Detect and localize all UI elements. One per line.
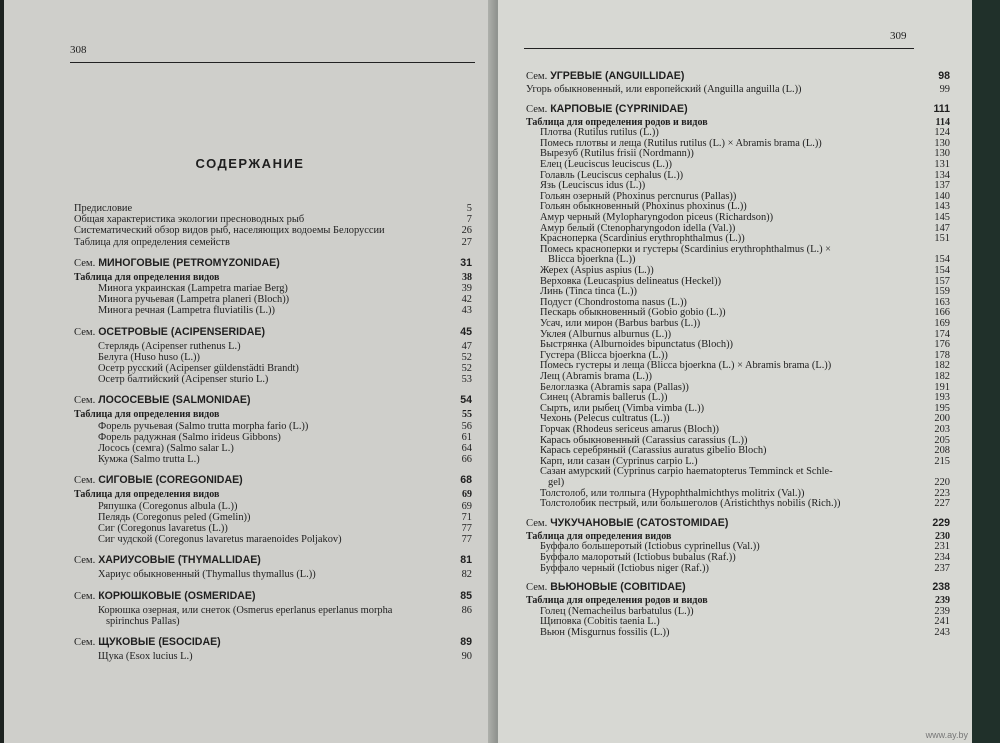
- page-ref: 147: [934, 222, 950, 234]
- page-ref: 52: [461, 363, 472, 374]
- page-ref: 154: [934, 254, 950, 266]
- entry-title: Голец (Nemacheilus barbatulus (L.)): [540, 605, 694, 617]
- toc-entry: [98, 374, 472, 386]
- entry-title: Буффало черный (Ictiobus niger (Raf.)): [540, 562, 709, 574]
- page-ref: 77: [461, 523, 472, 534]
- page-ref: 159: [934, 286, 950, 298]
- page-ref: 68: [460, 474, 472, 487]
- family-name: ОСЕТРОВЫЕ (ACIPENSERIDAE): [95, 325, 265, 338]
- family-heading: [74, 474, 472, 486]
- page-ref: 223: [934, 487, 950, 499]
- page-ref: 238: [932, 581, 950, 594]
- page-ref: 169: [934, 318, 950, 329]
- entry-title: [74, 257, 280, 270]
- family-prefix: Сем.: [74, 637, 96, 648]
- page-ref: 200: [934, 413, 950, 425]
- entry-title: Карась серебряный (Carassius auratus gibelio Bloch): [540, 445, 767, 457]
- entry-title: Таблица для определения видов: [74, 271, 220, 283]
- entry-title: Синец (Abramis ballerus (L.)): [540, 392, 668, 404]
- entry-title: Помесь плотвы и леща (Rutilus rutilus (L.) × Abramis brama (L.)): [540, 137, 822, 149]
- page-ref: 208: [934, 445, 950, 457]
- entry-title: Верховка (Leucaspius delineatus (Heckel)): [540, 275, 722, 287]
- entry-title: Пелядь (Coregonus peled (Gmelin)): [98, 511, 251, 523]
- entry-title: Blicca bjoerkna (L.)): [548, 254, 636, 266]
- entry-title: [526, 70, 684, 83]
- entry-title: Жерех (Aspius aspius (L.)): [540, 265, 654, 276]
- toc-entry: [98, 512, 472, 524]
- toc-entry: [98, 432, 472, 444]
- page-ref: 193: [934, 392, 950, 404]
- family-heading: [526, 70, 950, 82]
- page-ref: 38: [462, 271, 472, 283]
- page-ref: 174: [934, 328, 950, 340]
- page-ref: 7: [466, 214, 472, 226]
- entry-title: Плотва (Rutilus rutilus (L.)): [540, 127, 659, 139]
- entry-title: Густера (Blicca bjoerkna (L.)): [540, 349, 668, 361]
- book-edge: [972, 0, 1000, 743]
- family-heading: [526, 517, 950, 529]
- family-heading: [74, 636, 472, 648]
- page-ref: 47: [461, 340, 472, 352]
- entry-title: Форель радужная (Salmo irideus Gibbons): [98, 431, 281, 443]
- page-ref: 176: [934, 339, 950, 351]
- page-ref: 239: [935, 595, 950, 607]
- toc-entry: [74, 214, 472, 226]
- entry-title: Минога украинская (Lampetra mariae Berg): [98, 283, 288, 294]
- page-ref: 229: [932, 516, 950, 529]
- page-ref: 26: [461, 225, 472, 237]
- page-ref: 134: [934, 169, 950, 181]
- key-table-entry: [74, 272, 472, 284]
- page-ref: 137: [934, 180, 950, 192]
- family-name: КОРЮШКОВЫЕ (OSMERIDAE): [95, 589, 256, 602]
- family-prefix: Сем.: [526, 71, 548, 82]
- family-prefix: Сем.: [74, 555, 96, 567]
- entry-title: spirinchus Pallas): [106, 615, 180, 627]
- entry-title: Вырезуб (Rutilus frisii (Nordmann)): [540, 148, 694, 160]
- page-ref: 237: [934, 562, 950, 574]
- page-ref: 55: [462, 409, 472, 421]
- entry-title: [526, 581, 686, 594]
- entry-title: Таблица для определения видов: [74, 489, 220, 501]
- page-ref: 154: [934, 265, 950, 276]
- family-heading: [74, 326, 472, 338]
- page-ref: 98: [938, 70, 950, 82]
- entry-title: Кумжа (Salmo trutta L.): [98, 454, 200, 466]
- entry-title: Сиг (Coregonus lavaretus (L.)): [98, 523, 228, 534]
- entry-title: [74, 326, 265, 339]
- entry-title: [74, 554, 261, 567]
- page-ref: 231: [934, 541, 950, 553]
- toc-entry: [540, 627, 950, 639]
- page-ref: 64: [461, 443, 472, 454]
- toc-entry: [98, 569, 472, 581]
- page-number: 309: [890, 30, 907, 42]
- page-ref: 220: [934, 477, 950, 488]
- entry-title: Пескарь обыкновенный (Gobio gobio (L.)): [540, 307, 726, 319]
- entry-title: Толстолобик пестрый, или большеголов (Aristichthys nobilis (Rich.)): [540, 498, 841, 510]
- page-ref: 145: [934, 212, 950, 223]
- family-prefix: Сем.: [74, 257, 96, 269]
- entry-title: Корюшка озерная, или снеток (Osmerus eperlanus eperlanus morpha: [98, 604, 393, 616]
- page-ref: 157: [934, 275, 950, 287]
- page-ref: 89: [460, 636, 472, 648]
- page-ref: 69: [462, 489, 472, 501]
- page-ref: 90: [461, 651, 472, 662]
- toc-entry: [74, 225, 472, 237]
- page-ref: 130: [934, 148, 950, 160]
- entry-title: Вьюн (Misgurnus fossilis (L.)): [540, 627, 670, 638]
- entry-title: Гольян обыкновенный (Phoxinus phoxinus (L.)): [540, 201, 747, 213]
- family-name: УГРЕВЫЕ (ANGUILLIDAE): [547, 70, 685, 82]
- entry-title: [74, 590, 256, 603]
- page-ref: 45: [460, 325, 472, 338]
- entry-title: Лосось (семга) (Salmo salar L.): [98, 443, 234, 454]
- family-heading: [74, 590, 472, 602]
- family-heading: [526, 103, 950, 115]
- entry-title: Ряпушка (Coregonus albula (L.)): [98, 500, 238, 512]
- page-number: 308: [70, 44, 87, 56]
- entry-title: Таблица для определения семейств: [74, 236, 230, 248]
- page-ref: 163: [934, 296, 950, 308]
- page-ref: 69: [461, 500, 472, 512]
- toc-entry: [98, 443, 472, 455]
- page-ref: 54: [460, 394, 472, 407]
- page-ref: 131: [934, 159, 950, 170]
- family-name: ВЬЮНОВЫЕ (COBITIDAE): [547, 581, 686, 594]
- entry-title: Лещ (Abramis brama (L.)): [540, 371, 652, 382]
- page-ref: 81: [460, 554, 472, 567]
- entry-title: Помесь густеры и леща (Blicca bjoerkna (L.) × Abramis brama (L.)): [540, 360, 832, 372]
- page-ref: 52: [461, 351, 472, 363]
- entry-title: Амур черный (Mylopharyngodon piceus (Richardson)): [540, 212, 774, 223]
- left-page: [4, 0, 496, 743]
- page-ref: 182: [934, 360, 950, 372]
- key-table-entry: [74, 409, 472, 421]
- entry-title: Язь (Leuciscus idus (L.)): [540, 180, 646, 192]
- page-ref: 227: [934, 498, 950, 510]
- family-prefix: Сем.: [74, 475, 96, 487]
- page-ref: 243: [934, 627, 950, 638]
- family-heading: [74, 257, 472, 269]
- entry-title: Усач, или мирон (Barbus barbus (L.)): [540, 318, 701, 329]
- page-ref: 85: [460, 589, 472, 602]
- toc-entry: [98, 605, 472, 617]
- entry-title: Линь (Tinca tinca (L.)): [540, 286, 637, 298]
- family-name: ЧУКУЧАНОВЫЕ (CATOSTOMIDAE): [547, 516, 729, 529]
- toc-entry: [98, 283, 472, 295]
- entry-title: [74, 636, 221, 649]
- toc-entry: [74, 237, 472, 249]
- entry-title: Угорь обыкновенный, или европейский (Anguilla anguilla (L.)): [526, 84, 802, 95]
- page-ref: 31: [460, 256, 472, 269]
- toc-entry: [98, 534, 472, 546]
- toc-entry: [98, 363, 472, 375]
- family-name: КАРПОВЫЕ (CYPRINIDAE): [547, 102, 688, 115]
- entry-title: Осетр русский (Acipenser güldenstädti Brandt): [98, 363, 299, 374]
- header-rule: [70, 62, 475, 63]
- family-heading: [74, 394, 472, 406]
- page-ref: 143: [934, 201, 950, 213]
- toc-entry: [106, 616, 472, 628]
- entry-title: Предисловие: [74, 203, 133, 214]
- entry-title: Таблица для определения видов: [74, 409, 220, 421]
- toc-entry: [540, 498, 950, 510]
- entry-title: Елец (Leuciscus leuciscus (L.)): [540, 159, 672, 170]
- entry-title: Белоглазка (Abramis sapa (Pallas)): [540, 381, 689, 393]
- entry-title: Голавль (Leuciscus cephalus (L.)): [540, 169, 684, 181]
- entry-title: Горчак (Rhodeus sericeus amarus (Bloch)): [540, 424, 719, 435]
- page-ref: 114: [935, 116, 950, 128]
- page-ref: 195: [934, 402, 950, 414]
- entry-title: [74, 474, 243, 487]
- page-ref: 71: [461, 511, 472, 523]
- entry-title: Осетр балтийский (Acipenser sturio L.): [98, 374, 269, 386]
- page-ref: 43: [461, 305, 472, 317]
- page-ref: 239: [934, 605, 950, 617]
- toc-entry: [526, 84, 950, 96]
- entry-title: Помесь красноперки и густеры (Scardinius erythrophthalmus (L.) ×: [540, 243, 831, 255]
- page-ref: 53: [461, 374, 472, 386]
- entry-title: Систематический обзор видов рыб, населяющих водоемы Белоруссии: [74, 225, 385, 237]
- toc-entry: [98, 421, 472, 433]
- entry-title: Сазан амурский (Cyprinus carpio haematopterus Temminck et Schle-: [540, 466, 833, 478]
- family-name: СИГОВЫЕ (COREGONIDAE): [95, 474, 243, 487]
- page-ref: 151: [934, 233, 950, 245]
- toc-entry: [98, 454, 472, 466]
- entry-title: [526, 517, 728, 530]
- page-ref: 56: [461, 420, 472, 432]
- family-name: ЩУКОВЫЕ (ESOCIDAE): [95, 636, 221, 648]
- family-prefix: Сем.: [526, 582, 548, 594]
- entry-title: Уклея (Alburnus alburnus (L.)): [540, 328, 672, 340]
- page-ref: 111: [933, 102, 950, 115]
- page-ref: 42: [461, 294, 472, 306]
- toc-entry: [74, 203, 472, 215]
- page-ref: 205: [934, 434, 950, 446]
- entry-title: Хариус обыкновенный (Thymallus thymallus (L.)): [98, 569, 316, 581]
- entry-title: Толстолоб, или толпыга (Hypophthalmichthys molitrix (Val.)): [540, 487, 805, 499]
- family-prefix: Сем.: [526, 103, 548, 115]
- toc-entry: [98, 294, 472, 306]
- page-ref: 61: [461, 431, 472, 443]
- entry-title: Минога ручьевая (Lampetra planeri (Bloch)): [98, 294, 290, 306]
- page-ref: 124: [934, 127, 950, 139]
- page-ref: 86: [461, 604, 472, 616]
- entry-title: Сырть, или рыбец (Vimba vimba (L.)): [540, 402, 705, 414]
- page-ref: 140: [934, 190, 950, 202]
- family-prefix: Сем.: [526, 517, 548, 529]
- entry-title: Форель ручьевая (Salmo trutta morpha fario (L.)): [98, 420, 309, 432]
- entry-title: Амур белый (Ctenopharyngodon idella (Val.)): [540, 222, 736, 234]
- entry-title: gel): [548, 477, 565, 488]
- entry-title: Карась обыкновенный (Carassius carassius (L.)): [540, 434, 748, 446]
- entry-title: Красноперка (Scardinius erythrophthalmus (L.)): [540, 233, 745, 245]
- entry-title: Белуга (Huso huso (L.)): [98, 351, 200, 363]
- page-ref: 99: [939, 84, 950, 95]
- watermark: www.ay.by: [925, 730, 968, 740]
- entry-title: Таблица для определения родов и видов: [526, 595, 708, 607]
- page-ref: 203: [934, 424, 950, 435]
- entry-title: Карп, или сазан (Cyprinus carpio L.): [540, 455, 698, 467]
- entry-title: [74, 394, 251, 407]
- toc-entry: [98, 305, 472, 317]
- family-prefix: Сем.: [74, 590, 96, 602]
- family-name: МИНОГОВЫЕ (PETROMYZONIDAE): [95, 256, 280, 269]
- page-ref: 241: [934, 616, 950, 628]
- page-ref: 39: [461, 283, 472, 294]
- page-ref: 5: [466, 203, 472, 214]
- toc-entry: [98, 341, 472, 353]
- entry-title: Стерлядь (Acipenser ruthenus L.): [98, 340, 241, 352]
- page-ref: 77: [461, 534, 472, 546]
- right-page: [498, 0, 972, 743]
- page-ref: 82: [461, 569, 472, 581]
- page-ref: 178: [934, 349, 950, 361]
- toc-entry: [98, 523, 472, 535]
- entry-title: Буффало малоротый (Ictiobus bubalus (Raf.)): [540, 552, 736, 563]
- entry-title: Щука (Esox lucius L.): [98, 651, 193, 662]
- family-heading: [526, 581, 950, 593]
- page-ref: 166: [934, 307, 950, 319]
- page-ref: 215: [934, 455, 950, 467]
- toc-title: СОДЕРЖАНИЕ: [195, 156, 305, 171]
- page-ref: 27: [461, 236, 472, 248]
- toc-entry: [98, 352, 472, 364]
- page-ref: 182: [934, 371, 950, 382]
- entry-title: Минога речная (Lampetra fluviatilis (L.)): [98, 305, 275, 317]
- toc-entry: [98, 501, 472, 513]
- entry-title: Быстрянка (Alburnoides bipunctatus (Bloch)): [540, 339, 733, 351]
- family-name: ХАРИУСОВЫЕ (THYMALLIDAE): [95, 554, 261, 567]
- entry-title: Гольян озерный (Phoxinus percnurus (Pallas)): [540, 190, 737, 202]
- family-name: ЛОСОСЕВЫЕ (SALMONIDAE): [95, 394, 251, 407]
- entry-title: Таблица для определения родов и видов: [526, 116, 708, 128]
- key-table-entry: [74, 489, 472, 501]
- toc-entry: [98, 651, 472, 663]
- entry-title: Таблица для определения видов: [526, 530, 672, 542]
- header-rule: [524, 48, 914, 49]
- family-heading: [74, 554, 472, 566]
- entry-title: Чехонь (Pelecus cultratus (L.)): [540, 413, 670, 425]
- family-prefix: Сем.: [74, 395, 96, 407]
- page-ref: 130: [934, 137, 950, 149]
- entry-title: Подуст (Chondrostoma nasus (L.)): [540, 296, 687, 308]
- page-ref: 191: [934, 381, 950, 393]
- entry-title: Щиповка (Cobitis taenia L.): [540, 616, 660, 628]
- entry-title: [526, 103, 688, 116]
- page-ref: 230: [935, 530, 950, 542]
- entry-title: Буффало большеротый (Ictiobus cyprinellus (Val.)): [540, 541, 760, 553]
- page-ref: 66: [461, 454, 472, 466]
- family-prefix: Сем.: [74, 326, 96, 338]
- toc-entry: [540, 563, 950, 575]
- entry-title: Сиг чудской (Coregonus lavaretus maraenoides Poljakov): [98, 534, 342, 546]
- page-ref: 234: [934, 552, 950, 563]
- entry-title: Общая характеристика экологии пресноводных рыб: [74, 214, 305, 226]
